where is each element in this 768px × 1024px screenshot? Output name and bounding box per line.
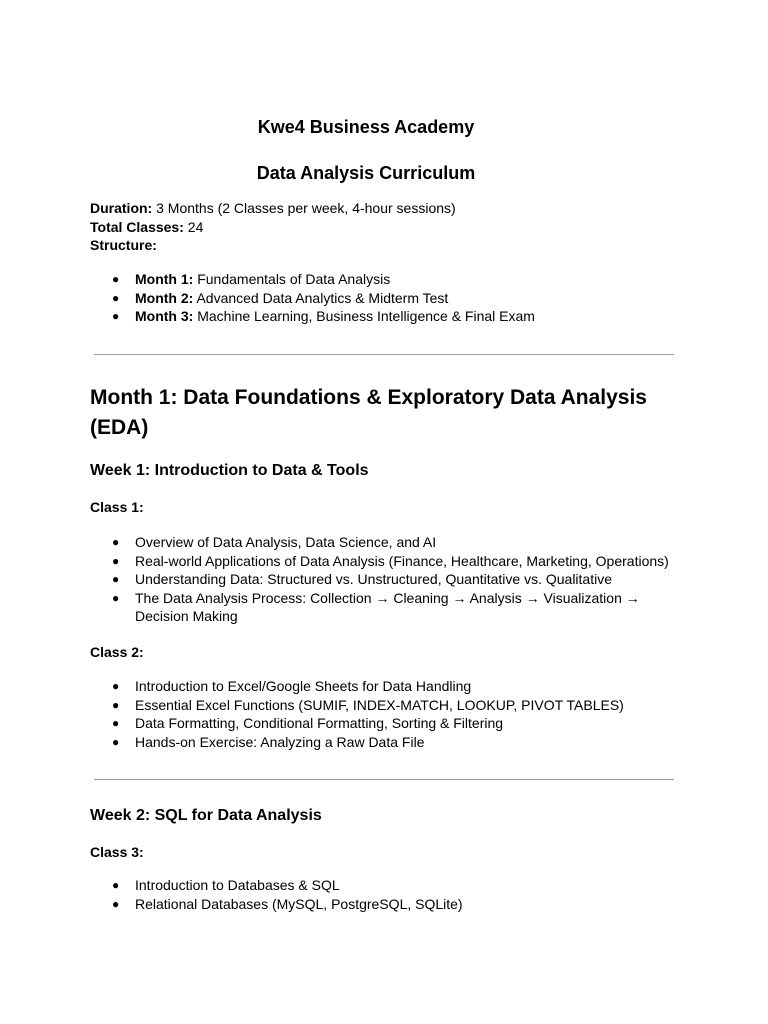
structure-month-label: Month 3: xyxy=(135,308,194,325)
curriculum-title: Data Analysis Curriculum xyxy=(256,163,476,183)
list-item-text: Understanding Data: Structured vs. Unstructured, Quantitative vs. Qualitative xyxy=(135,571,613,588)
bullet-icon: ● xyxy=(112,734,120,749)
bullet-icon: ● xyxy=(112,272,120,286)
bullet-icon: ● xyxy=(112,590,120,605)
structure-month-label: Month 2: xyxy=(135,289,194,306)
structure-month-text: Machine Learning, Business Intelligence & Final Exam xyxy=(193,308,535,325)
list-item-text: Real-world Applications of Data Analysis (Finance, Healthcare, Marketing, Operations) xyxy=(135,552,669,569)
list-item-text: Relational Databases (MySQL, PostgreSQL, SQLite) xyxy=(135,895,463,912)
duration-value: 3 Months (2 Classes per week, 4-hour sessions) xyxy=(152,200,456,216)
horizontal-divider xyxy=(94,779,674,780)
horizontal-divider xyxy=(94,354,674,355)
list-item-text: The Data Analysis Process: Collection → Cleaning → Analysis → Visualization → Decision Making xyxy=(135,589,640,625)
bullet-icon: ● xyxy=(112,290,120,305)
class3-list xyxy=(90,876,680,913)
list-item-text: Hands-on Exercise: Analyzing a Raw Data File xyxy=(135,733,425,750)
structure-list xyxy=(90,270,680,326)
bullet-icon: ● xyxy=(112,697,120,712)
class1-heading: Class 1: xyxy=(90,499,144,515)
list-item-text: Overview of Data Analysis, Data Science, and AI xyxy=(135,534,437,550)
total-classes-label: Total Classes: xyxy=(90,218,184,235)
class2-heading: Class 2: xyxy=(90,644,144,660)
bullet-icon: ● xyxy=(112,309,120,324)
list-item-text: Data Formatting, Conditional Formatting, Sorting & Filtering xyxy=(135,715,504,732)
list-item xyxy=(90,552,680,571)
total-classes-line xyxy=(90,218,456,237)
class2-list xyxy=(90,677,680,751)
structure-line xyxy=(90,236,456,255)
structure-month-text: Fundamentals of Data Analysis xyxy=(193,271,391,287)
course-meta xyxy=(90,199,456,255)
list-item-text: Introduction to Databases & SQL xyxy=(135,877,340,893)
list-item xyxy=(90,289,680,308)
list-item xyxy=(90,270,680,289)
bullet-icon: ● xyxy=(112,679,120,693)
total-classes-value: 24 xyxy=(183,218,204,235)
list-item-text: Essential Excel Functions (SUMIF, INDEX-MATCH, LOOKUP, PIVOT TABLES) xyxy=(135,696,624,713)
list-item xyxy=(90,589,680,626)
list-item-text: Introduction to Excel/Google Sheets for Data Handling xyxy=(135,678,472,694)
month1-heading: Month 1: Data Foundations & Exploratory Data Analysis (EDA) xyxy=(90,386,647,439)
list-item xyxy=(90,733,680,752)
academy-title: Kwe4 Business Academy xyxy=(257,117,475,137)
list-item xyxy=(90,876,680,895)
duration-label: Duration: xyxy=(90,200,153,216)
duration-line xyxy=(90,199,456,218)
class3-heading: Class 3: xyxy=(90,844,144,860)
list-item xyxy=(90,533,680,552)
class1-list xyxy=(90,533,680,626)
bullet-icon: ● xyxy=(112,896,120,911)
bullet-icon: ● xyxy=(112,878,120,892)
list-item xyxy=(90,307,680,326)
structure-month-text: Advanced Data Analytics & Midterm Test xyxy=(193,289,449,306)
bullet-icon: ● xyxy=(112,535,120,549)
bullet-icon: ● xyxy=(112,553,120,568)
list-item xyxy=(90,677,680,696)
list-item xyxy=(90,895,680,914)
week1-heading: Week 1: Introduction to Data & Tools xyxy=(90,462,369,479)
bullet-icon: ● xyxy=(112,572,120,587)
list-item xyxy=(90,696,680,715)
structure-label: Structure: xyxy=(90,237,157,253)
list-item xyxy=(90,570,680,589)
structure-month-label: Month 1: xyxy=(135,271,194,287)
bullet-icon: ● xyxy=(112,716,120,731)
week2-heading: Week 2: SQL for Data Analysis xyxy=(90,807,322,824)
list-item xyxy=(90,714,680,733)
